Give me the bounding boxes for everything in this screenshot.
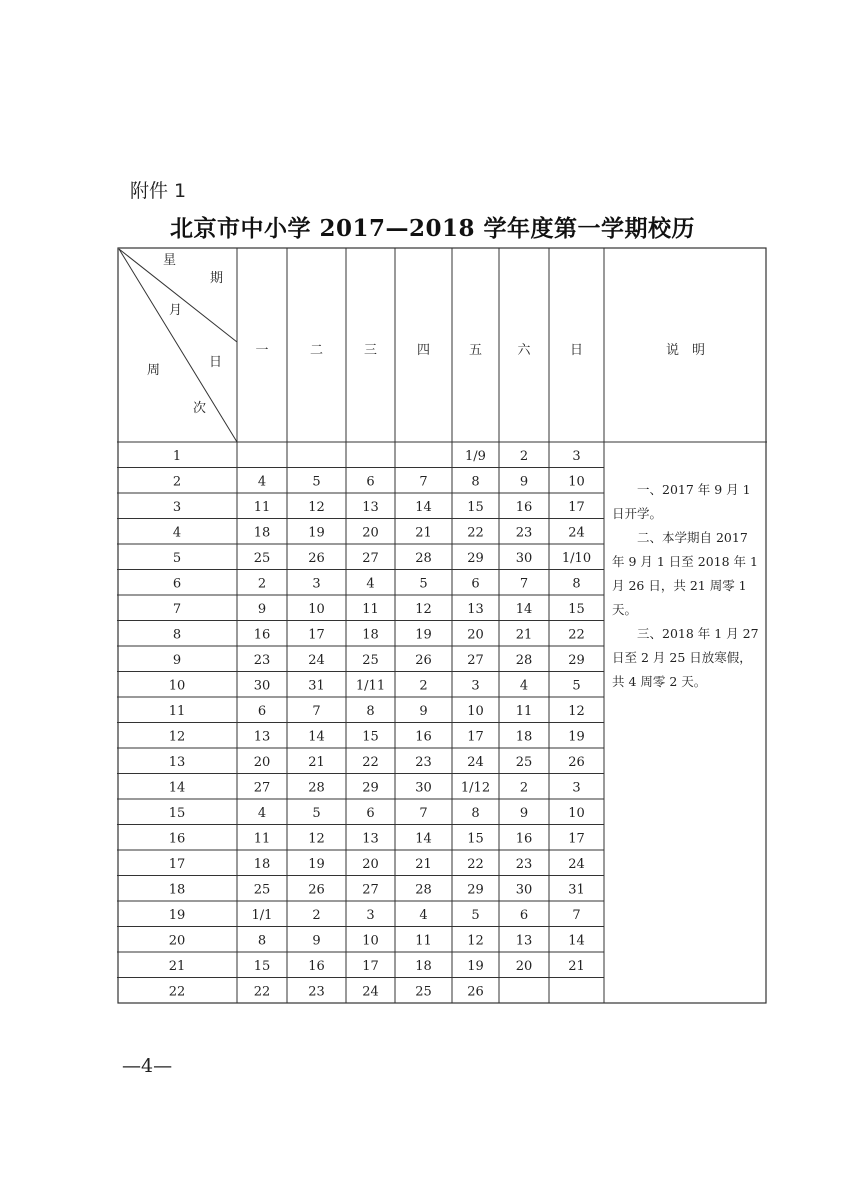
day-cell: 10 xyxy=(362,933,379,949)
day-cell: 30 xyxy=(415,780,432,796)
day-cell: 18 xyxy=(253,856,271,872)
day-cell: 2 xyxy=(519,780,529,796)
day-cell: 26 xyxy=(308,882,325,898)
day-cell: 17 xyxy=(467,729,484,745)
corner-label: 次 xyxy=(193,401,207,416)
day-cell: 5 xyxy=(312,474,321,490)
day-cell: 6 xyxy=(366,805,375,821)
day-cell: 11 xyxy=(253,499,271,515)
day-cell: 25 xyxy=(253,550,271,566)
notes-column xyxy=(612,478,762,694)
day-cell: 3 xyxy=(471,678,480,694)
corner-label: 日 xyxy=(209,355,223,370)
day-cell: 7 xyxy=(419,474,428,490)
day-cell: 23 xyxy=(515,856,533,872)
week-number: 5 xyxy=(172,550,182,566)
day-cell: 18 xyxy=(415,958,432,974)
day-cell: 4 xyxy=(419,907,428,923)
day-cell: 2 xyxy=(519,448,529,464)
day-cell: 3 xyxy=(572,780,581,796)
day-cell: 15 xyxy=(568,601,585,617)
weekday-header: 六 xyxy=(517,343,531,358)
day-cell: 27 xyxy=(253,780,271,796)
week-number: 10 xyxy=(168,678,186,694)
day-cell: 10 xyxy=(568,474,585,490)
day-cell: 4 xyxy=(257,474,267,490)
day-cell: 11 xyxy=(515,703,533,719)
corner-label: 期 xyxy=(210,271,224,286)
day-cell: 21 xyxy=(515,627,533,643)
day-cell: 16 xyxy=(515,499,533,515)
day-cell: 2 xyxy=(312,907,321,923)
day-cell: 4 xyxy=(366,576,375,592)
note-paragraph: 二、本学期自 2017 年 9 月 1 日至 2018 年 1 月 26 日，共 21 周零 1 天。 xyxy=(612,530,758,617)
day-cell: 13 xyxy=(515,933,533,949)
corner-diagonal xyxy=(119,249,237,342)
corner-label: 周 xyxy=(147,363,161,378)
day-cell: 23 xyxy=(515,525,533,541)
week-number: 7 xyxy=(172,601,182,617)
day-cell: 3 xyxy=(366,907,375,923)
day-cell: 13 xyxy=(362,831,379,847)
day-cell: 19 xyxy=(308,856,325,872)
day-cell: 3 xyxy=(312,576,321,592)
day-cell: 16 xyxy=(515,831,533,847)
day-cell: 4 xyxy=(257,805,267,821)
day-cell: 24 xyxy=(568,856,585,872)
day-cell: 29 xyxy=(568,652,585,668)
week-number: 13 xyxy=(168,754,186,770)
day-cell: 19 xyxy=(415,627,432,643)
day-cell: 18 xyxy=(253,525,271,541)
day-cell: 6 xyxy=(471,576,480,592)
day-cell: 13 xyxy=(362,499,379,515)
day-cell: 20 xyxy=(362,856,379,872)
page-number: —4— xyxy=(122,1055,173,1077)
day-cell: 12 xyxy=(308,499,325,515)
day-cell: 19 xyxy=(568,729,585,745)
day-cell: 10 xyxy=(308,601,325,617)
day-cell: 28 xyxy=(415,882,432,898)
week-number: 16 xyxy=(168,831,186,847)
day-cell: 23 xyxy=(415,754,432,770)
day-cell: 28 xyxy=(308,780,325,796)
day-cell: 7 xyxy=(519,576,529,592)
day-cell: 8 xyxy=(471,805,480,821)
day-cell: 25 xyxy=(362,652,379,668)
day-cell: 22 xyxy=(467,525,484,541)
day-cell: 7 xyxy=(312,703,321,719)
day-cell: 9 xyxy=(312,933,321,949)
week-number: 21 xyxy=(168,958,186,974)
day-cell: 18 xyxy=(362,627,379,643)
day-cell: 8 xyxy=(257,933,267,949)
day-cell: 4 xyxy=(519,678,529,694)
day-cell: 22 xyxy=(253,984,271,1000)
day-cell: 5 xyxy=(312,805,321,821)
day-cell: 1/9 xyxy=(465,448,486,464)
weekday-header: 三 xyxy=(363,343,378,358)
day-cell: 2 xyxy=(257,576,267,592)
day-cell: 29 xyxy=(467,550,484,566)
note-paragraph: 一、2017 年 9 月 1 日开学。 xyxy=(612,482,751,521)
day-cell: 15 xyxy=(467,499,484,515)
day-cell: 14 xyxy=(568,933,585,949)
day-cell: 9 xyxy=(519,805,529,821)
day-cell: 21 xyxy=(415,856,432,872)
day-cell: 7 xyxy=(572,907,581,923)
week-number: 12 xyxy=(168,729,186,745)
day-cell: 10 xyxy=(568,805,585,821)
day-cell: 22 xyxy=(362,754,379,770)
day-cell: 19 xyxy=(467,958,484,974)
day-cell: 16 xyxy=(253,627,271,643)
day-cell: 26 xyxy=(308,550,325,566)
day-cell: 26 xyxy=(415,652,432,668)
week-number: 6 xyxy=(172,576,182,592)
day-cell: 1/11 xyxy=(355,678,386,694)
day-cell: 17 xyxy=(568,499,585,515)
weekday-header: 五 xyxy=(468,343,483,358)
week-number: 17 xyxy=(168,856,186,872)
day-cell: 8 xyxy=(572,576,581,592)
day-cell: 30 xyxy=(515,550,533,566)
week-number: 22 xyxy=(168,984,186,1000)
day-cell: 7 xyxy=(419,805,428,821)
day-cell: 27 xyxy=(362,550,379,566)
weekday-header: 四 xyxy=(416,343,431,358)
day-cell: 14 xyxy=(308,729,325,745)
day-cell: 15 xyxy=(362,729,379,745)
weekday-header: 日 xyxy=(569,343,584,358)
day-cell: 1/1 xyxy=(251,907,273,923)
week-number: 2 xyxy=(172,474,182,490)
day-cell: 20 xyxy=(467,627,484,643)
day-cell: 20 xyxy=(515,958,533,974)
day-cell: 30 xyxy=(515,882,533,898)
week-number: 1 xyxy=(172,448,182,464)
weekday-header: 一 xyxy=(255,343,269,358)
document-title: 北京市中小学 2017—2018 学年度第一学期校历 xyxy=(170,215,696,242)
day-cell: 16 xyxy=(308,958,325,974)
day-cell: 13 xyxy=(253,729,271,745)
notes-header: 说 明 xyxy=(665,343,706,358)
day-cell: 30 xyxy=(253,678,271,694)
day-cell: 5 xyxy=(471,907,480,923)
day-cell: 18 xyxy=(515,729,533,745)
corner-label: 星 xyxy=(163,253,177,268)
day-cell: 11 xyxy=(362,601,379,617)
week-number: 11 xyxy=(168,703,186,719)
day-cell: 16 xyxy=(415,729,432,745)
week-number: 19 xyxy=(168,907,186,923)
day-cell: 22 xyxy=(568,627,585,643)
day-cell: 14 xyxy=(515,601,533,617)
day-cell: 8 xyxy=(366,703,375,719)
day-cell: 24 xyxy=(568,525,585,541)
week-number: 15 xyxy=(168,805,186,821)
day-cell: 25 xyxy=(253,882,271,898)
day-cell: 14 xyxy=(415,831,432,847)
day-cell: 26 xyxy=(467,984,484,1000)
day-cell: 12 xyxy=(415,601,432,617)
day-cell: 20 xyxy=(253,754,271,770)
day-cell: 17 xyxy=(568,831,585,847)
day-cell: 12 xyxy=(467,933,484,949)
day-cell: 31 xyxy=(568,882,585,898)
day-cell: 19 xyxy=(308,525,325,541)
day-cell: 21 xyxy=(415,525,432,541)
day-cell: 1/12 xyxy=(460,780,491,796)
day-cell: 26 xyxy=(568,754,585,770)
day-cell: 20 xyxy=(362,525,379,541)
day-cell: 12 xyxy=(308,831,325,847)
day-cell: 6 xyxy=(257,703,267,719)
day-cell: 6 xyxy=(366,474,375,490)
day-cell: 25 xyxy=(415,984,432,1000)
day-cell: 9 xyxy=(519,474,529,490)
day-cell: 27 xyxy=(362,882,379,898)
day-cell: 23 xyxy=(253,652,271,668)
day-cell: 23 xyxy=(308,984,325,1000)
day-cell: 5 xyxy=(572,678,581,694)
weekday-header: 二 xyxy=(309,343,324,358)
week-number: 20 xyxy=(168,933,186,949)
day-cell: 28 xyxy=(515,652,533,668)
day-cell: 12 xyxy=(568,703,585,719)
day-cell: 15 xyxy=(253,958,271,974)
day-cell: 28 xyxy=(415,550,432,566)
week-number: 9 xyxy=(172,652,182,668)
day-cell: 10 xyxy=(467,703,484,719)
day-cell: 21 xyxy=(568,958,585,974)
day-cell: 6 xyxy=(519,907,529,923)
week-number: 4 xyxy=(172,525,182,541)
day-cell: 17 xyxy=(362,958,379,974)
day-cell: 29 xyxy=(467,882,484,898)
day-cell: 29 xyxy=(362,780,379,796)
day-cell: 9 xyxy=(419,703,428,719)
corner-label: 月 xyxy=(169,303,183,318)
day-cell: 31 xyxy=(308,678,325,694)
day-cell: 17 xyxy=(308,627,325,643)
day-cell: 2 xyxy=(419,678,428,694)
day-cell: 11 xyxy=(253,831,271,847)
day-cell: 27 xyxy=(467,652,484,668)
day-cell: 3 xyxy=(572,448,581,464)
day-cell: 13 xyxy=(467,601,484,617)
day-cell: 8 xyxy=(471,474,480,490)
day-cell: 22 xyxy=(467,856,484,872)
day-cell: 21 xyxy=(308,754,325,770)
note-paragraph: 三、2018 年 1 月 27 日至 2 月 25 日放寒假，共 4 周零 2 天。 xyxy=(612,626,759,689)
day-cell: 14 xyxy=(415,499,432,515)
day-cell: 5 xyxy=(419,576,428,592)
day-cell: 24 xyxy=(467,754,484,770)
attachment-label: 附件 1 xyxy=(130,180,187,202)
week-number: 18 xyxy=(168,882,186,898)
week-number: 14 xyxy=(168,780,186,796)
day-cell: 9 xyxy=(257,601,267,617)
day-cell: 25 xyxy=(515,754,533,770)
day-cell: 15 xyxy=(467,831,484,847)
day-cell: 1/10 xyxy=(561,550,592,566)
week-number: 3 xyxy=(172,499,182,515)
week-number: 8 xyxy=(172,627,182,643)
day-cell: 24 xyxy=(308,652,325,668)
day-cell: 24 xyxy=(362,984,379,1000)
day-cell: 11 xyxy=(415,933,432,949)
